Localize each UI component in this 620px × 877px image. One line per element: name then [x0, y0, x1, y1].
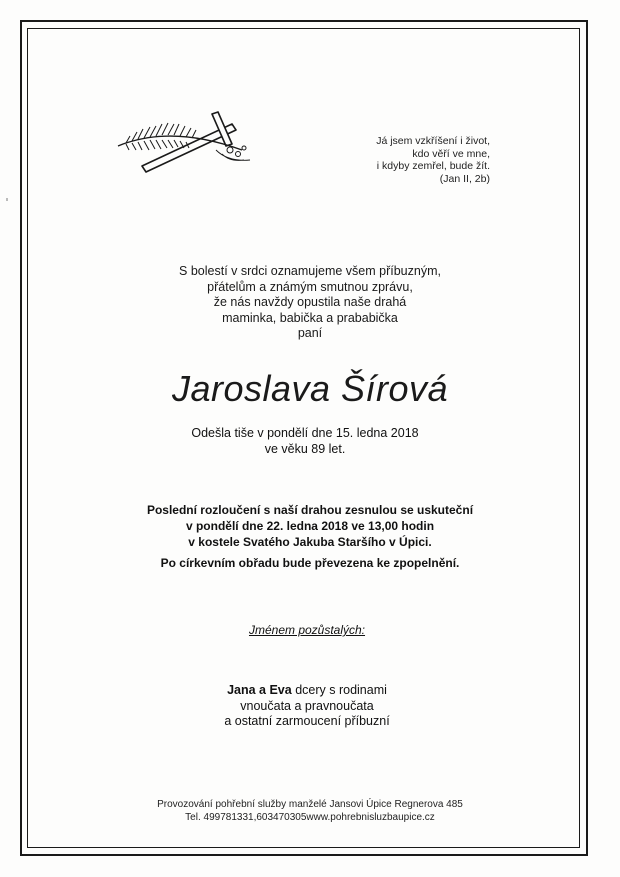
mourners-line: a ostatní zarmoucení příbuzní — [224, 714, 390, 728]
verse-line: Já jsem vzkříšení i život, — [376, 135, 490, 147]
footer-provider: manželé Jansovi Úpice Regnerova 485 — [288, 799, 463, 810]
mourners-line — [150, 683, 464, 699]
death-date-line: Odešla tiše v pondělí dne 15. ledna 2018 — [191, 426, 419, 440]
funeral-details — [110, 502, 510, 550]
bible-verse — [360, 135, 490, 185]
mourners-list — [150, 683, 464, 730]
mourners-relation: dcery s rodinami — [291, 683, 387, 697]
announcement-line: S bolestí v srdci oznamujeme všem příbuzným, — [179, 264, 441, 278]
verse-line: kdo věří ve mne, — [412, 147, 490, 160]
funeral-line: Poslední rozloučení s naší drahou zesnulou se uskuteční — [146, 503, 474, 517]
footer-prefix: Provozování pohřební služby — [157, 799, 289, 810]
announcement-line: paní — [297, 326, 323, 340]
verse-reference: (Jan II, 2b) — [439, 172, 490, 185]
footer-contact: Tel. 499781331,603470305www.pohrebnisluzbaupice.cz — [185, 812, 435, 823]
verse-line: i kdyby zemřel, bude žít. — [376, 160, 490, 172]
paper-speck — [6, 198, 8, 201]
announcement-line: přátelům a známým smutnou zprávu, — [207, 279, 413, 294]
funeral-service-footer — [120, 798, 500, 824]
mourners-line: vnoučata a pravnoučata — [240, 698, 374, 713]
cross-with-palm-branch-icon — [112, 110, 260, 180]
deceased-name: Jaroslava Šírová — [171, 368, 449, 409]
announcement-text — [160, 264, 460, 342]
funeral-line: v kostele Svatého Jakuba Staršího v Úpici. — [188, 535, 432, 549]
funeral-line: v pondělí dne 22. ledna 2018 ve 13,00 hodin — [185, 519, 435, 533]
death-notice — [150, 426, 460, 457]
on-behalf-heading: Jménem pozůstalých: — [248, 623, 366, 637]
announcement-line: maminka, babička a prababička — [222, 310, 398, 325]
age-line: ve věku 89 let. — [264, 441, 346, 456]
announcement-line: že nás navždy opustila naše drahá — [213, 295, 407, 309]
mourners-names: Jana a Eva — [227, 683, 292, 697]
cremation-note: Po církevním obřadu bude převezena ke zpopelnění. — [160, 556, 460, 570]
footer-line — [120, 798, 500, 811]
